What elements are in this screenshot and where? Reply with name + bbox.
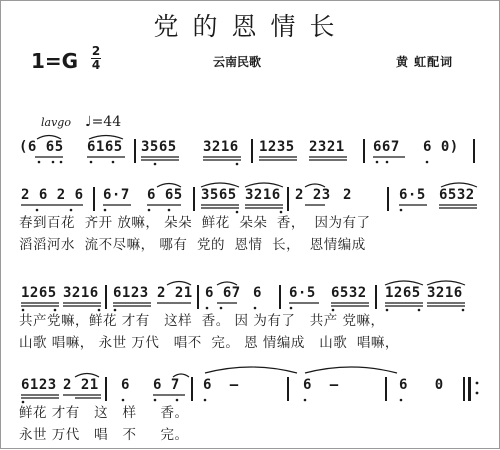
lower-octave-dot bbox=[426, 161, 429, 164]
barline bbox=[363, 139, 365, 163]
measure-note: 6 — bbox=[303, 377, 339, 393]
barline bbox=[191, 377, 193, 401]
time-signature-bottom: 4 bbox=[91, 58, 101, 72]
score-line-3 bbox=[1, 285, 500, 307]
key-signature: 1=G bbox=[31, 49, 79, 73]
final-barline-thick bbox=[468, 377, 471, 401]
measure-note: 6·5 bbox=[289, 285, 316, 301]
measure-note: 2321 bbox=[309, 139, 345, 155]
lower-octave-dot bbox=[386, 161, 389, 164]
lower-octave-dot bbox=[386, 309, 389, 312]
barline bbox=[105, 377, 107, 401]
barline bbox=[473, 139, 475, 163]
tempo-term: lavgo bbox=[41, 116, 71, 129]
measure-note: 6 bbox=[253, 285, 262, 301]
measure-note: 6 bbox=[121, 377, 130, 393]
score-line-2 bbox=[1, 187, 500, 209]
measure-note: 6·7 bbox=[103, 187, 130, 203]
measure-note: 3565 bbox=[141, 139, 177, 155]
measure-note: 6 7 bbox=[153, 377, 180, 393]
measure-note: 6532 bbox=[331, 285, 367, 301]
barline bbox=[197, 285, 199, 309]
lower-octave-dot bbox=[462, 309, 465, 312]
lower-octave-dot bbox=[304, 399, 307, 402]
measure-note: 2 bbox=[343, 187, 352, 203]
measure-note: 6 0 bbox=[399, 377, 444, 393]
barline bbox=[105, 285, 107, 309]
lyrics-line-1b: 滔滔河水 流不尽嘛， 哪有 党的 恩情 长， 恩情编成 bbox=[19, 237, 366, 253]
measure-note: 6 67 bbox=[205, 285, 241, 301]
measure-note: 6123 bbox=[113, 285, 149, 301]
lyrics-line-3b: 永世 万代 唱 不 完。 bbox=[19, 427, 189, 443]
measure-note: 3216 bbox=[203, 139, 239, 155]
barline bbox=[375, 285, 377, 309]
lower-octave-dot bbox=[38, 161, 41, 164]
tie bbox=[305, 367, 397, 373]
lower-octave-dot bbox=[418, 309, 421, 312]
lyrics-line-1a: 春到百花 齐开 放嘛， 朵朵 鲜花 朵朵 香， 因为有了 bbox=[19, 215, 371, 231]
lyrics-line-3a: 鲜花 才有 这 样 香。 bbox=[19, 405, 189, 421]
measure-note: 6123 bbox=[21, 377, 57, 393]
measure-note: 1265 bbox=[385, 285, 421, 301]
measure-note: 6 65 bbox=[147, 187, 183, 203]
measure-note: 6·5 bbox=[399, 187, 426, 203]
measure-note: 3216 bbox=[63, 285, 99, 301]
barline bbox=[93, 187, 95, 211]
measure-note: (6 65 bbox=[19, 139, 64, 155]
measure-note: 2 21 bbox=[63, 377, 99, 393]
measure-note: 2 21 bbox=[157, 285, 193, 301]
lower-octave-dot bbox=[204, 399, 207, 402]
tempo-marking bbox=[41, 114, 121, 130]
measure-note: 1235 bbox=[259, 139, 295, 155]
barline bbox=[193, 187, 195, 211]
lower-octave-dot bbox=[112, 161, 115, 164]
time-signature bbox=[91, 46, 101, 71]
lower-octave-dot bbox=[400, 399, 403, 402]
measure-note: 2 23 bbox=[295, 187, 331, 203]
barline bbox=[287, 187, 289, 211]
measure-note: 6532 bbox=[439, 187, 475, 203]
barline bbox=[287, 377, 289, 401]
lower-octave-dot bbox=[52, 161, 55, 164]
measure-note: 6 0) bbox=[423, 139, 459, 155]
lower-octave-dot bbox=[90, 161, 93, 164]
measure-note: 3216 bbox=[245, 187, 281, 203]
lower-octave-dot bbox=[376, 161, 379, 164]
final-barline-thin bbox=[463, 377, 465, 401]
score-line-1 bbox=[1, 139, 500, 161]
barline bbox=[385, 377, 387, 401]
lyric-arranger: 黄 虹配词 bbox=[396, 55, 454, 69]
time-signature-top: 2 bbox=[91, 44, 101, 58]
tie bbox=[205, 367, 297, 373]
measure-note: 6165 bbox=[87, 139, 123, 155]
barline bbox=[134, 139, 136, 163]
lyrics-line-2a: 共产党嘛，鲜花 才有 这样 香。 因 为有了 共产 党嘛， bbox=[19, 313, 385, 329]
lyrics-line-2b: 山歌 唱嘛， 永世 万代 唱不 完。 恩 情编成 山歌 唱嘛， bbox=[19, 335, 399, 351]
song-genre: 云南民歌 bbox=[213, 55, 262, 69]
measure-note: 3216 bbox=[427, 285, 463, 301]
lower-octave-dot bbox=[60, 161, 63, 164]
lower-octave-dot bbox=[400, 209, 403, 212]
tempo-bpm: ♩=44 bbox=[84, 114, 122, 130]
barline bbox=[251, 139, 253, 163]
barline bbox=[279, 285, 281, 309]
lower-octave-dot bbox=[154, 163, 157, 166]
measure-note: 667 bbox=[373, 139, 400, 155]
barline bbox=[387, 187, 389, 211]
measure-note: 6 — bbox=[203, 377, 239, 393]
measure-note: 2 6 2 6 bbox=[21, 187, 84, 203]
score-line-4 bbox=[1, 377, 500, 399]
lower-octave-dot bbox=[236, 163, 239, 166]
measure-note: 3565 bbox=[201, 187, 237, 203]
song-title: 党的恩情长 bbox=[153, 12, 349, 41]
measure-note: 1265 bbox=[21, 285, 57, 301]
